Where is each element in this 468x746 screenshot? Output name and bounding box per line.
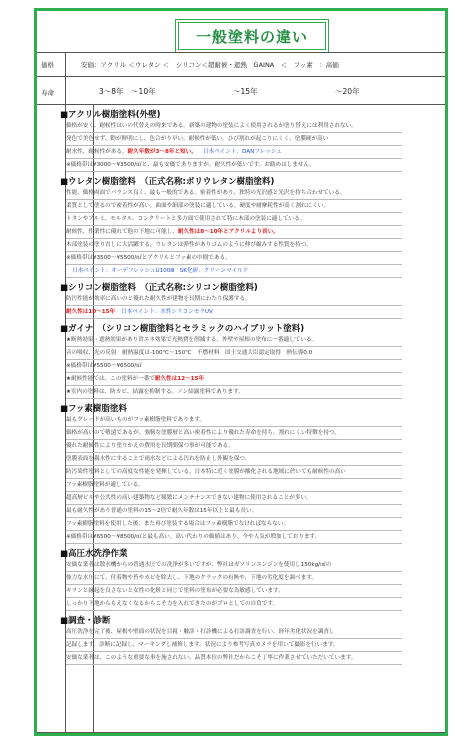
section-line (66, 506, 402, 518)
line-text: フッ素樹脂塗料が適している。 (66, 482, 144, 488)
product-note: 日本ペイント：水性シリコンセラUV (121, 309, 213, 315)
line-text: ★室内の塗料は、防カビ、結露を抑制する。ノン結露塗料であります。 (66, 389, 244, 395)
line-text: 音の吸収、光の反射 耐熱温度は-100℃～150℃ 不燃材料 国土交通大臣認定取得 熱伝導0.0 (66, 350, 313, 356)
line-text: ★耐候性能では、この塗料が一番で (66, 376, 155, 382)
section-line (66, 201, 402, 213)
section-line (66, 480, 402, 492)
section-line (66, 532, 402, 544)
section-line (66, 560, 402, 572)
line-text: ★断熱効果・遮熱効果があり省エネ効果で光熱費を削減する。外壁や屋根の塗布に一番適している。 (66, 337, 318, 343)
section-line (66, 467, 402, 479)
lifespan-range-1: 3～8年 ～10年 (99, 87, 156, 96)
highlight-text: 耐久性は12～15年 (154, 376, 205, 382)
line-text: 発色で美色せず、動が鮮明にし、色合がり早い。耐候性が低い。ひび割れが起こりにくく、塗膜硬が高い (66, 136, 329, 142)
line-text: 防汚性能が効率に高いのと優れた耐久性が建物を長期にわたり保護する。 (66, 296, 251, 302)
line-text: 高圧洗浄を完了後、屋根や壁面の状況を目視・触診・打診機による打診調査を行い、経年劣化状況を調査し (66, 629, 335, 635)
section-line (66, 374, 402, 386)
section-heading: ■高圧水洗浄作業 (60, 549, 128, 559)
line-text: 最もグレードが高いものがフッ素樹脂塗料であります。 (66, 417, 206, 423)
row-rule (37, 104, 445, 105)
section-heading: ■アクリル樹脂塗料(外壁) (60, 110, 161, 120)
section-line (66, 653, 402, 665)
lifespan-range-3: ～20年 (335, 87, 360, 96)
section-line (66, 586, 402, 598)
section-line (66, 348, 402, 360)
section-line (66, 428, 402, 440)
section-line (66, 160, 402, 172)
section-line (66, 121, 402, 133)
section-line (66, 627, 402, 639)
row-rule (37, 76, 445, 77)
section-line (66, 147, 402, 159)
line-text: 記録します。診断に記録し、マーキングし補修します。状況により参考写真カメラを用いて撮影を行います。 (66, 642, 339, 648)
section-line (66, 573, 402, 585)
line-text: 価格が高いので敬遠であるが、強靭な塗膜層と高い密着性により優れた寿命を持ち、割れにくい特徴を持つ。 (66, 430, 340, 436)
lifespan-range-2: ～15年 (233, 87, 258, 96)
section-line (66, 294, 402, 306)
section-line (66, 519, 402, 531)
section-line (66, 227, 402, 239)
section-line (66, 599, 402, 611)
product-note: 日本ペイント：DANフレッシュ (202, 149, 282, 155)
section-line (66, 253, 402, 265)
line-text: 価格が安く、耐候性はいの代替えの時来である。新築の建物の塗装によく使用されるが塗り替えには利用されない。 (66, 123, 357, 129)
section-line (66, 387, 402, 399)
line-text: 強力な水圧にて、付着物や苔やカビを除去し、下地のクラックの有無や、下地の劣化度を調べます。 (66, 575, 317, 581)
section-line (66, 493, 402, 505)
highlight-text: 耐久性は10～15年 (66, 309, 116, 315)
highlight-text: 耐久年数が3～8年と短い。 (127, 149, 197, 155)
line-text: ※価格帯は¥3000～¥3500/㎡と、最も安価でありますが、耐久性が低いです。お勧めはしません。 (66, 162, 316, 168)
section-line (66, 441, 402, 453)
line-text: ※価格帯は¥3500～¥5500/㎡とアクリルとフッ素の中間である。 (66, 255, 231, 261)
line-text: 優れた耐候性により塗りかえの費用を長期間保つ事が可能である。 (66, 443, 234, 449)
section-heading: ■シリコン樹脂塗料 （正式名称:シリコン樹脂塗料) (60, 283, 258, 293)
line-text: キランと縁起を良さないと女性の化粧と同じで塗料の塗布が必要な為敏感しています。 (66, 588, 284, 594)
line-text: フッ素樹脂塗料を使用した後、また再び塗装する場合はフッ素樹脂でなければならない。 (66, 521, 289, 527)
line-text: 木部塗装の塗り直しに大活躍する。ウレタンは弾性がありゴムのように伸び縮みする性質を持つ。 (66, 242, 312, 248)
section-line (66, 188, 402, 200)
section-line (66, 240, 402, 252)
line-text: トタンやアルミ、モルタル、コンクリートと多方面で使用されて特に木部の塗装に適している。 (66, 216, 306, 222)
line-text: ※価格帯は¥6500～¥8500/㎡と最も高い。高い代わりの価値はあり、今や人気が増加しております。 (66, 534, 321, 540)
line-text: しっかり下地からもえなくなるからこそ力を入れてきたのがプロとしての自負です。 (66, 601, 279, 607)
section-line (66, 454, 402, 466)
line-text: 耐候性、作業性に優れて他の下地に可能し、 (66, 229, 178, 235)
grade-scale: 安価：アクリル ＜ウレタン ＜ シリコン＜超耐候・遮熱 GAINA ＜ フッ素 ：高価 (81, 61, 339, 69)
section-line (66, 214, 402, 226)
table-bottom-rule (37, 732, 445, 733)
product-note: 日本ペイント：オーデフレッシュU100Ⅲ SK化研：クリーンマイルド (72, 268, 249, 274)
line-text: 塗膜表面を親水性にすることで雨水などによる汚れを防止し外観を保つ。 (66, 456, 251, 462)
section-line (66, 307, 402, 319)
line-text: 超高層ビルや公共性の高い建築物など頻繁にメンテナンスできない建物に使用されることが多い。 (66, 495, 312, 501)
line-text: 柔質として塗るので密着性が高い。曲面や細部の塗装に適している。硬度や耐摩耗性が高く割れにくい。 (66, 203, 329, 209)
section-heading: ■調査・診断 (60, 616, 111, 626)
section-line (66, 415, 402, 427)
section-heading: ■ウレタン樹脂塗料 （正式名称:ポリウレタン樹脂塗料) (60, 177, 275, 187)
section-line (66, 335, 402, 347)
line-text: 耐水性、耐候性がある。 (66, 149, 128, 155)
section-line (66, 640, 402, 652)
line-text: 最も耐久性があり普通の塗料の15～2倍で耐久年数は15年以上と最も長い。 (66, 508, 258, 514)
line-text: 性能、価格両面でバランス良く、最も一般的である。密着性があり、独特の光沢感と光沢を持ち合わせている。 (66, 190, 346, 196)
line-text: ※価格帯は¥5500～¥6500/㎡ (66, 363, 142, 369)
line-text: 防汚染性塗料としての高度な性能を発揮している。日本特に近く塗膜が酸化される地域に於いても耐候性の高い (66, 469, 346, 475)
section-line (66, 134, 402, 146)
section-heading: ■ガイナ （シリコン樹脂塗料とセラミックのハイブリット塗料) (60, 324, 305, 334)
page-title: 一般塗料の違い (178, 22, 326, 50)
highlight-text: 耐久性は8～10年とアクリルより長い。 (177, 229, 279, 235)
section-line (66, 266, 402, 278)
line-text: 安価な業者は、このような重要な事を施されない。品質本位の弊社だからこそ丁寧に作業させていただいています。 (66, 655, 357, 661)
line-text: 安価な業者は散水機からの普通水圧での洗浄が多いですが、弊社はガソリンエンジンを使用し150kg/㎠の (66, 562, 332, 568)
section-line (66, 361, 402, 373)
lifespan-label: 寿命 (41, 89, 54, 97)
table-top-rule (37, 52, 445, 53)
grade-label: 価格 (41, 61, 54, 69)
section-heading: ■フッ素樹脂塗料 (60, 404, 127, 414)
